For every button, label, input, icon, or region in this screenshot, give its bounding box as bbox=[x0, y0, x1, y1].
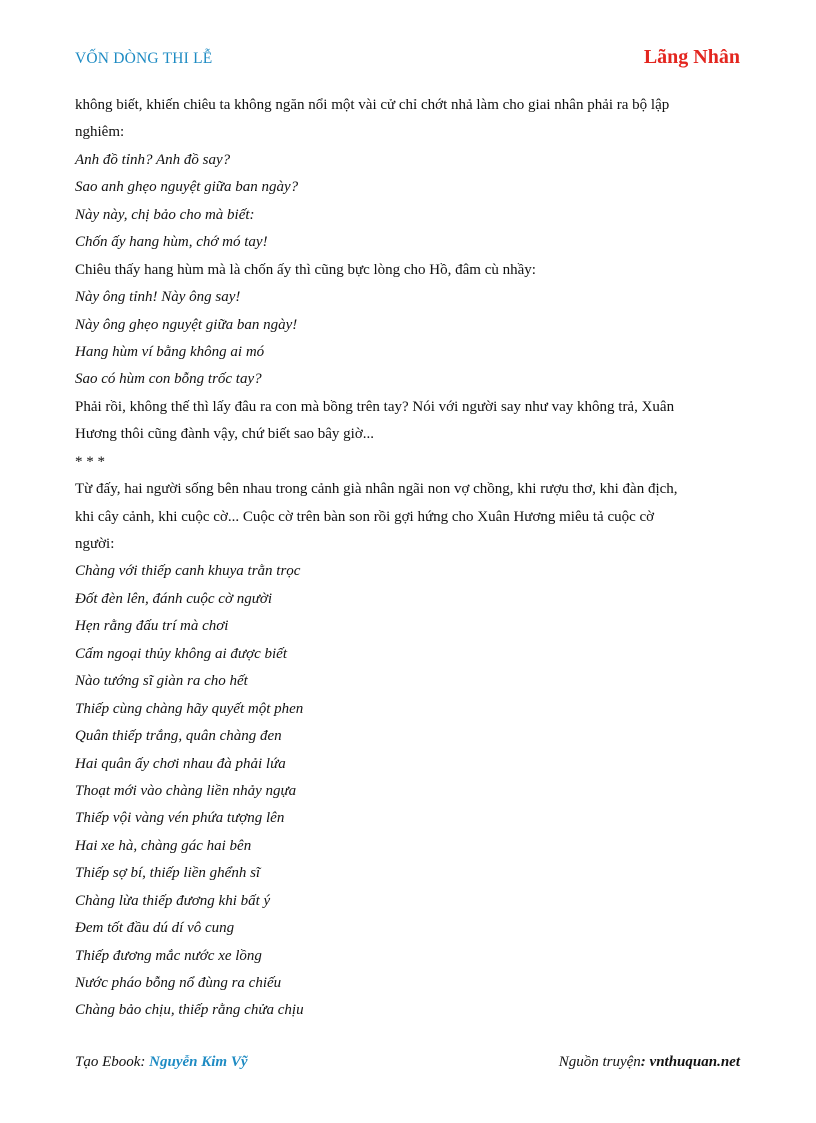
prose-line: * * * bbox=[75, 453, 105, 470]
poem-line: Chàng lừa thiếp đương khi bất ý bbox=[75, 892, 271, 909]
source-label: Nguồn truyện bbox=[558, 1054, 641, 1070]
poem-line: Thiếp cùng chàng hãy quyết một phen bbox=[75, 700, 304, 717]
poem-line: Sao có hùm con bỗng trốc tay? bbox=[75, 371, 262, 388]
poem-line: Thoạt mới vào chàng liền nhảy ngựa bbox=[75, 782, 297, 799]
poem-line: Sao anh ghẹo nguyệt giữa ban ngày? bbox=[75, 179, 299, 196]
ebook-creator: Nguyễn Kim Vỹ bbox=[149, 1054, 248, 1070]
source-credit: Nguồn truyện: vnthuquan.net bbox=[558, 1054, 740, 1070]
prose-line: nghiêm: bbox=[75, 124, 125, 141]
poem-line: Quân thiếp trắng, quân chàng đen bbox=[75, 728, 282, 745]
prose-line: Chiêu thấy hang hùm mà là chốn ấy thì cũng bực lòng cho Hồ, đâm cù nhầy: bbox=[75, 261, 536, 278]
poem-line: Anh đồ tỉnh? Anh đồ say? bbox=[75, 151, 231, 168]
poem-line: Thiếp sợ bí, thiếp liền ghểnh sĩ bbox=[75, 865, 261, 882]
poem-line: Nước pháo bỗng nổ đùng ra chiếu bbox=[75, 975, 282, 991]
prose-line: người: bbox=[75, 536, 115, 552]
poem-line: Thiếp đương mắc nước xe lồng bbox=[75, 947, 262, 964]
poem-line: Này ông tỉnh! Này ông say! bbox=[75, 289, 241, 306]
poem-line: Hai quân ấy chơi nhau đà phải lứa bbox=[75, 755, 286, 772]
poem-line: Này ông ghẹo nguyệt giữa ban ngày! bbox=[75, 316, 298, 333]
page-body bbox=[75, 92, 740, 1025]
poem-line: Thiếp vội vàng vén phứa tượng lên bbox=[75, 810, 285, 827]
prose-line: Phải rồi, không thế thì lấy đâu ra con mà bồng trên tay? Nói với người say như vay không trả, Xuân bbox=[75, 398, 675, 415]
page-footer bbox=[75, 1054, 740, 1071]
poem-line: Chàng bảo chịu, thiếp rằng chửa chịu bbox=[75, 1002, 304, 1019]
poem-line: Hai xe hà, chàng gác hai bên bbox=[75, 837, 252, 854]
poem-line: Đốt đèn lên, đánh cuộc cờ người bbox=[75, 590, 273, 607]
prose-line: Từ đấy, hai người sống bên nhau trong cảnh già nhân ngãi non vợ chồng, khi rượu thơ, khi đàn địch, bbox=[75, 481, 678, 498]
ebook-label: Tạo Ebook bbox=[75, 1054, 141, 1070]
poem-line: Chốn ấy hang hùm, chớ mó tay! bbox=[75, 234, 268, 251]
page-header bbox=[75, 46, 740, 76]
author-name: Lãng Nhân bbox=[643, 46, 740, 68]
poem-line: Hang hùm ví bằng không ai mó bbox=[75, 343, 265, 360]
book-title: VỐN DÒNG THI LỄ bbox=[75, 50, 213, 67]
poem-line: Hẹn rằng đấu trí mà chơi bbox=[75, 618, 229, 635]
prose-line: khi cây cảnh, khi cuộc cờ... Cuộc cờ trên bàn son rồi gợi hứng cho Xuân Hương miêu tả cuộc cờ bbox=[75, 508, 655, 525]
poem-line: Nào tướng sĩ giàn ra cho hết bbox=[75, 673, 248, 690]
prose-line: Hương thôi cũng đành vậy, chứ biết sao bây giờ... bbox=[75, 426, 375, 443]
poem-line: Cấm ngoại thủy không ai được biết bbox=[75, 645, 287, 662]
source-site: vnthuquan.net bbox=[649, 1054, 740, 1070]
poem-line: Chàng với thiếp canh khuya trằn trọc bbox=[75, 563, 301, 580]
prose-line: không biết, khiến chiêu ta không ngăn nổi một vài cử chỉ chớt nhả làm cho giai nhân phải ra bộ lập bbox=[75, 97, 670, 113]
ebook-credit: Tạo Ebook: Nguyễn Kim Vỹ bbox=[75, 1054, 248, 1070]
poem-line: Đem tốt đầu dú dí vô cung bbox=[75, 920, 235, 937]
poem-line: Này này, chị bảo cho mà biết: bbox=[75, 206, 255, 223]
